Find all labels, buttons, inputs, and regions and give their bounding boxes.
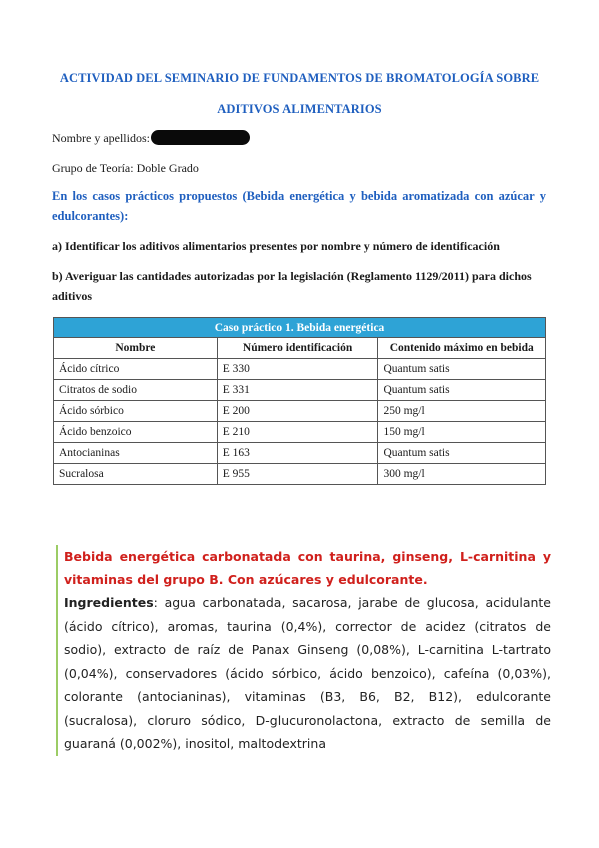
ingredients-label: Ingredientes	[64, 595, 154, 610]
cell-name: Ácido cítrico	[54, 359, 218, 380]
column-header-name: Nombre	[54, 338, 218, 359]
name-label: Nombre y apellidos:	[52, 131, 150, 145]
redacted-name	[151, 130, 250, 145]
cell-id: E 210	[217, 422, 378, 443]
table-row	[54, 443, 546, 464]
table-row	[54, 401, 546, 422]
cell-name: Sucralosa	[54, 464, 218, 485]
cell-id: E 330	[217, 359, 378, 380]
cell-id: E 331	[217, 380, 378, 401]
document-title-line-1: ACTIVIDAD DEL SEMINARIO DE FUNDAMENTOS DE BROMATOLOGÍA SOBRE	[59, 71, 540, 85]
ingredients-text: : agua carbonatada, sacarosa, jarabe de glucosa, acidulante (ácido cítrico), aromas, taurina (0,4%), corrector de acidez (citratos de sodio), extracto de raíz de Panax Ginseng (0,08%), L-carnitina L-tartrato (0,04%), conservadores (ácido sórbico, ácido benzoico), cafeína (0,03%), colorante (antocianinas), vitaminas (B3, B6, B2, B12), edulcorante (sucralosa), cloruro sódico, D-glucuronolactona, extracto de semilla de guaraná (0,002%), inositol, maltodextrina	[64, 595, 551, 751]
table-row	[54, 380, 546, 401]
case-study-title: Bebida energética carbonatada con taurina, ginseng, L-carnitina y vitaminas del grupo B. Con azúcares y edulcorante.	[64, 549, 551, 587]
question-b: b) Averiguar las cantidades autorizadas por la legislación (Reglamento 1129/2011) para dichos aditivos	[52, 269, 532, 303]
table-row	[54, 464, 546, 485]
additives-table	[53, 317, 546, 485]
cell-max: 250 mg/l	[378, 401, 546, 422]
cell-max: Quantum satis	[378, 380, 546, 401]
cell-id: E 955	[217, 464, 378, 485]
name-line	[52, 130, 250, 146]
table-row	[54, 359, 546, 380]
table-row	[54, 422, 546, 443]
table-caption: Caso práctico 1. Bebida energética	[54, 318, 546, 338]
cell-name: Antocianinas	[54, 443, 218, 464]
cell-max: 300 mg/l	[378, 464, 546, 485]
cell-max: Quantum satis	[378, 443, 546, 464]
cell-name: Citratos de sodio	[54, 380, 218, 401]
document-title-line-2: ADITIVOS ALIMENTARIOS	[217, 102, 382, 116]
cell-max: 150 mg/l	[378, 422, 546, 443]
cell-id: E 163	[217, 443, 378, 464]
cell-name: Ácido sórbico	[54, 401, 218, 422]
group-line: Grupo de Teoría: Doble Grado	[52, 161, 199, 175]
question-a: a) Identificar los aditivos alimentarios presentes por nombre y número de identificación	[52, 239, 500, 253]
intro-text: En los casos prácticos propuestos (Bebida energética y bebida aromatizada con azúcar y edulcorantes):	[52, 189, 546, 223]
cell-id: E 200	[217, 401, 378, 422]
table-caption-row	[54, 318, 546, 338]
column-header-id: Número identificación	[217, 338, 378, 359]
cell-max: Quantum satis	[378, 359, 546, 380]
ingredients-paragraph	[64, 591, 551, 756]
column-header-max: Contenido máximo en bebida	[378, 338, 546, 359]
cell-name: Ácido benzoico	[54, 422, 218, 443]
case-study-block	[56, 545, 551, 756]
table-header-row	[54, 338, 546, 359]
